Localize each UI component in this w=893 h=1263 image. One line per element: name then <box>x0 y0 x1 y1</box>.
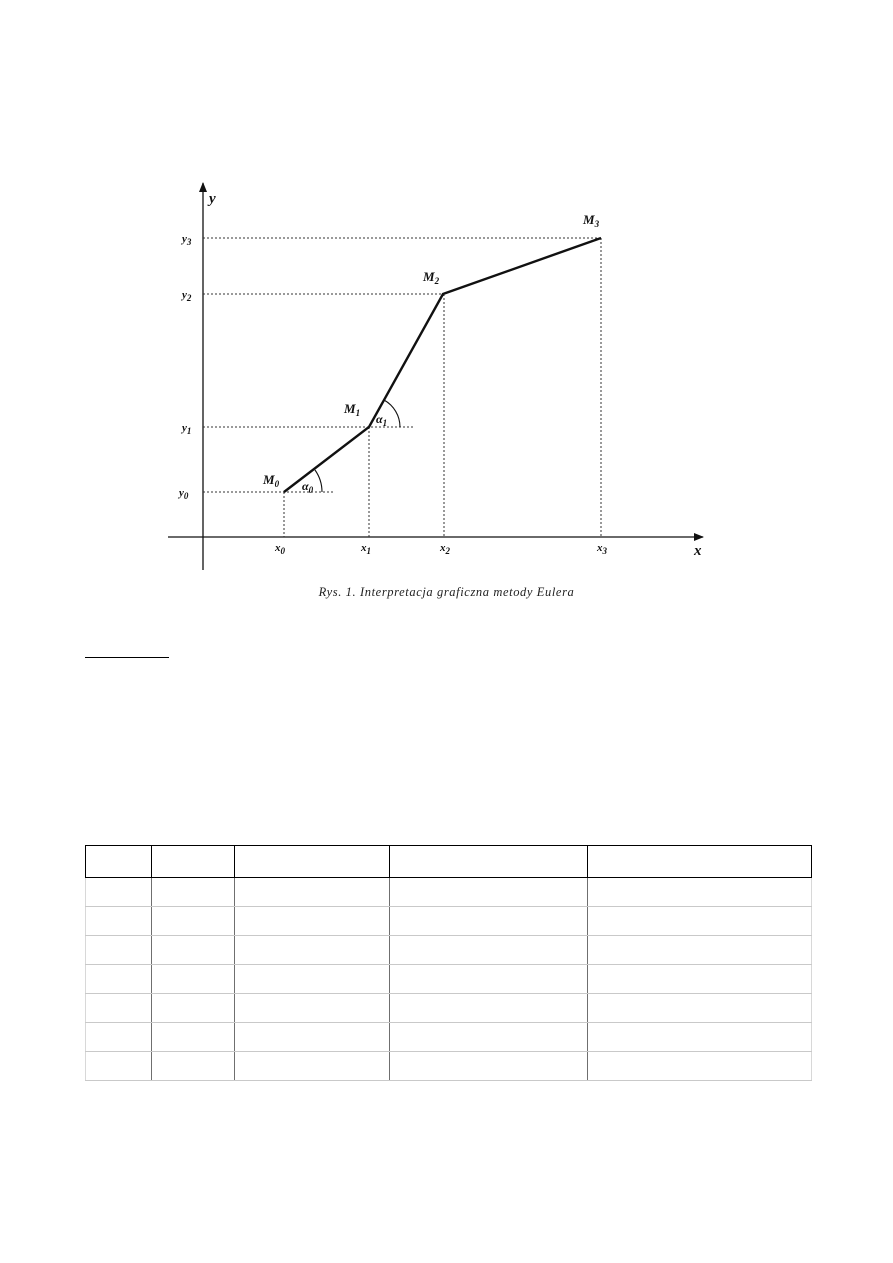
table-cell <box>152 1023 235 1052</box>
table-cell <box>86 994 152 1023</box>
table-cell <box>390 1052 588 1081</box>
table-cell <box>390 1023 588 1052</box>
table-cell <box>235 907 390 936</box>
table-cell <box>588 878 812 907</box>
table-row <box>86 1023 812 1052</box>
table-cell <box>86 936 152 965</box>
table-cell <box>86 1052 152 1081</box>
x-tick-label-x1: $x_1$ <box>361 542 371 556</box>
table-cell <box>390 878 588 907</box>
table-cell <box>152 965 235 994</box>
table-header-cell <box>86 846 152 878</box>
table-header-cell <box>235 846 390 878</box>
table-header-cell <box>390 846 588 878</box>
x-axis-label: x <box>694 543 702 559</box>
angle-label-alpha1: $\alpha_1$ <box>376 412 388 428</box>
table-header-cell <box>588 846 812 878</box>
x-tick-label-x3: $x_3$ <box>597 542 607 556</box>
figure-caption: Rys. 1. Interpretacja graficzna metody Eulera <box>318 585 575 599</box>
y-tick-label-y3: $y_3$ <box>182 233 192 247</box>
table-cell <box>390 994 588 1023</box>
table-cell <box>390 965 588 994</box>
x-tick-label-x0: $x_0$ <box>275 542 285 556</box>
table-cell <box>235 936 390 965</box>
table-header-row <box>86 846 812 878</box>
table-row <box>86 907 812 936</box>
table-cell <box>588 994 812 1023</box>
table-header-cell <box>152 846 235 878</box>
table-cell <box>86 965 152 994</box>
horizontal-guides <box>203 238 601 492</box>
table-cell <box>588 936 812 965</box>
table-row <box>86 965 812 994</box>
table-cell <box>152 936 235 965</box>
table-cell <box>152 994 235 1023</box>
table-row <box>86 994 812 1023</box>
y-tick-label-y1: $y_1$ <box>182 422 192 436</box>
table-cell <box>588 907 812 936</box>
point-label-m3: $M_3$ <box>583 212 600 229</box>
table-cell <box>152 878 235 907</box>
point-label-m1: $M_1$ <box>344 401 361 418</box>
table-cell <box>390 907 588 936</box>
table-cell <box>588 1023 812 1052</box>
table-cell <box>86 1023 152 1052</box>
table-cell <box>86 878 152 907</box>
table-cell <box>235 994 390 1023</box>
table-cell <box>588 965 812 994</box>
point-label-m0: $M_0$ <box>263 472 280 489</box>
angle-label-alpha0: $\alpha_0$ <box>302 479 314 495</box>
table-row <box>86 936 812 965</box>
table-cell <box>235 1052 390 1081</box>
results-table <box>85 845 812 1081</box>
table-cell <box>152 1052 235 1081</box>
y-axis-label: y <box>209 191 216 207</box>
y-tick-label-y2: $y_2$ <box>182 289 192 303</box>
table-cell <box>86 907 152 936</box>
euler-polyline <box>284 238 601 492</box>
heading-underline <box>85 657 169 658</box>
table-cell <box>235 965 390 994</box>
table-cell <box>588 1052 812 1081</box>
table-cell <box>235 1023 390 1052</box>
y-tick-label-y0: $y_0$ <box>179 487 189 501</box>
x-tick-label-x2: $x_2$ <box>440 542 450 556</box>
table-cell <box>152 907 235 936</box>
point-label-m2: $M_2$ <box>423 269 440 286</box>
table-row <box>86 878 812 907</box>
table-cell <box>235 878 390 907</box>
angle-arc-alpha0 <box>315 470 322 492</box>
table-cell <box>390 936 588 965</box>
table-row <box>86 1052 812 1081</box>
